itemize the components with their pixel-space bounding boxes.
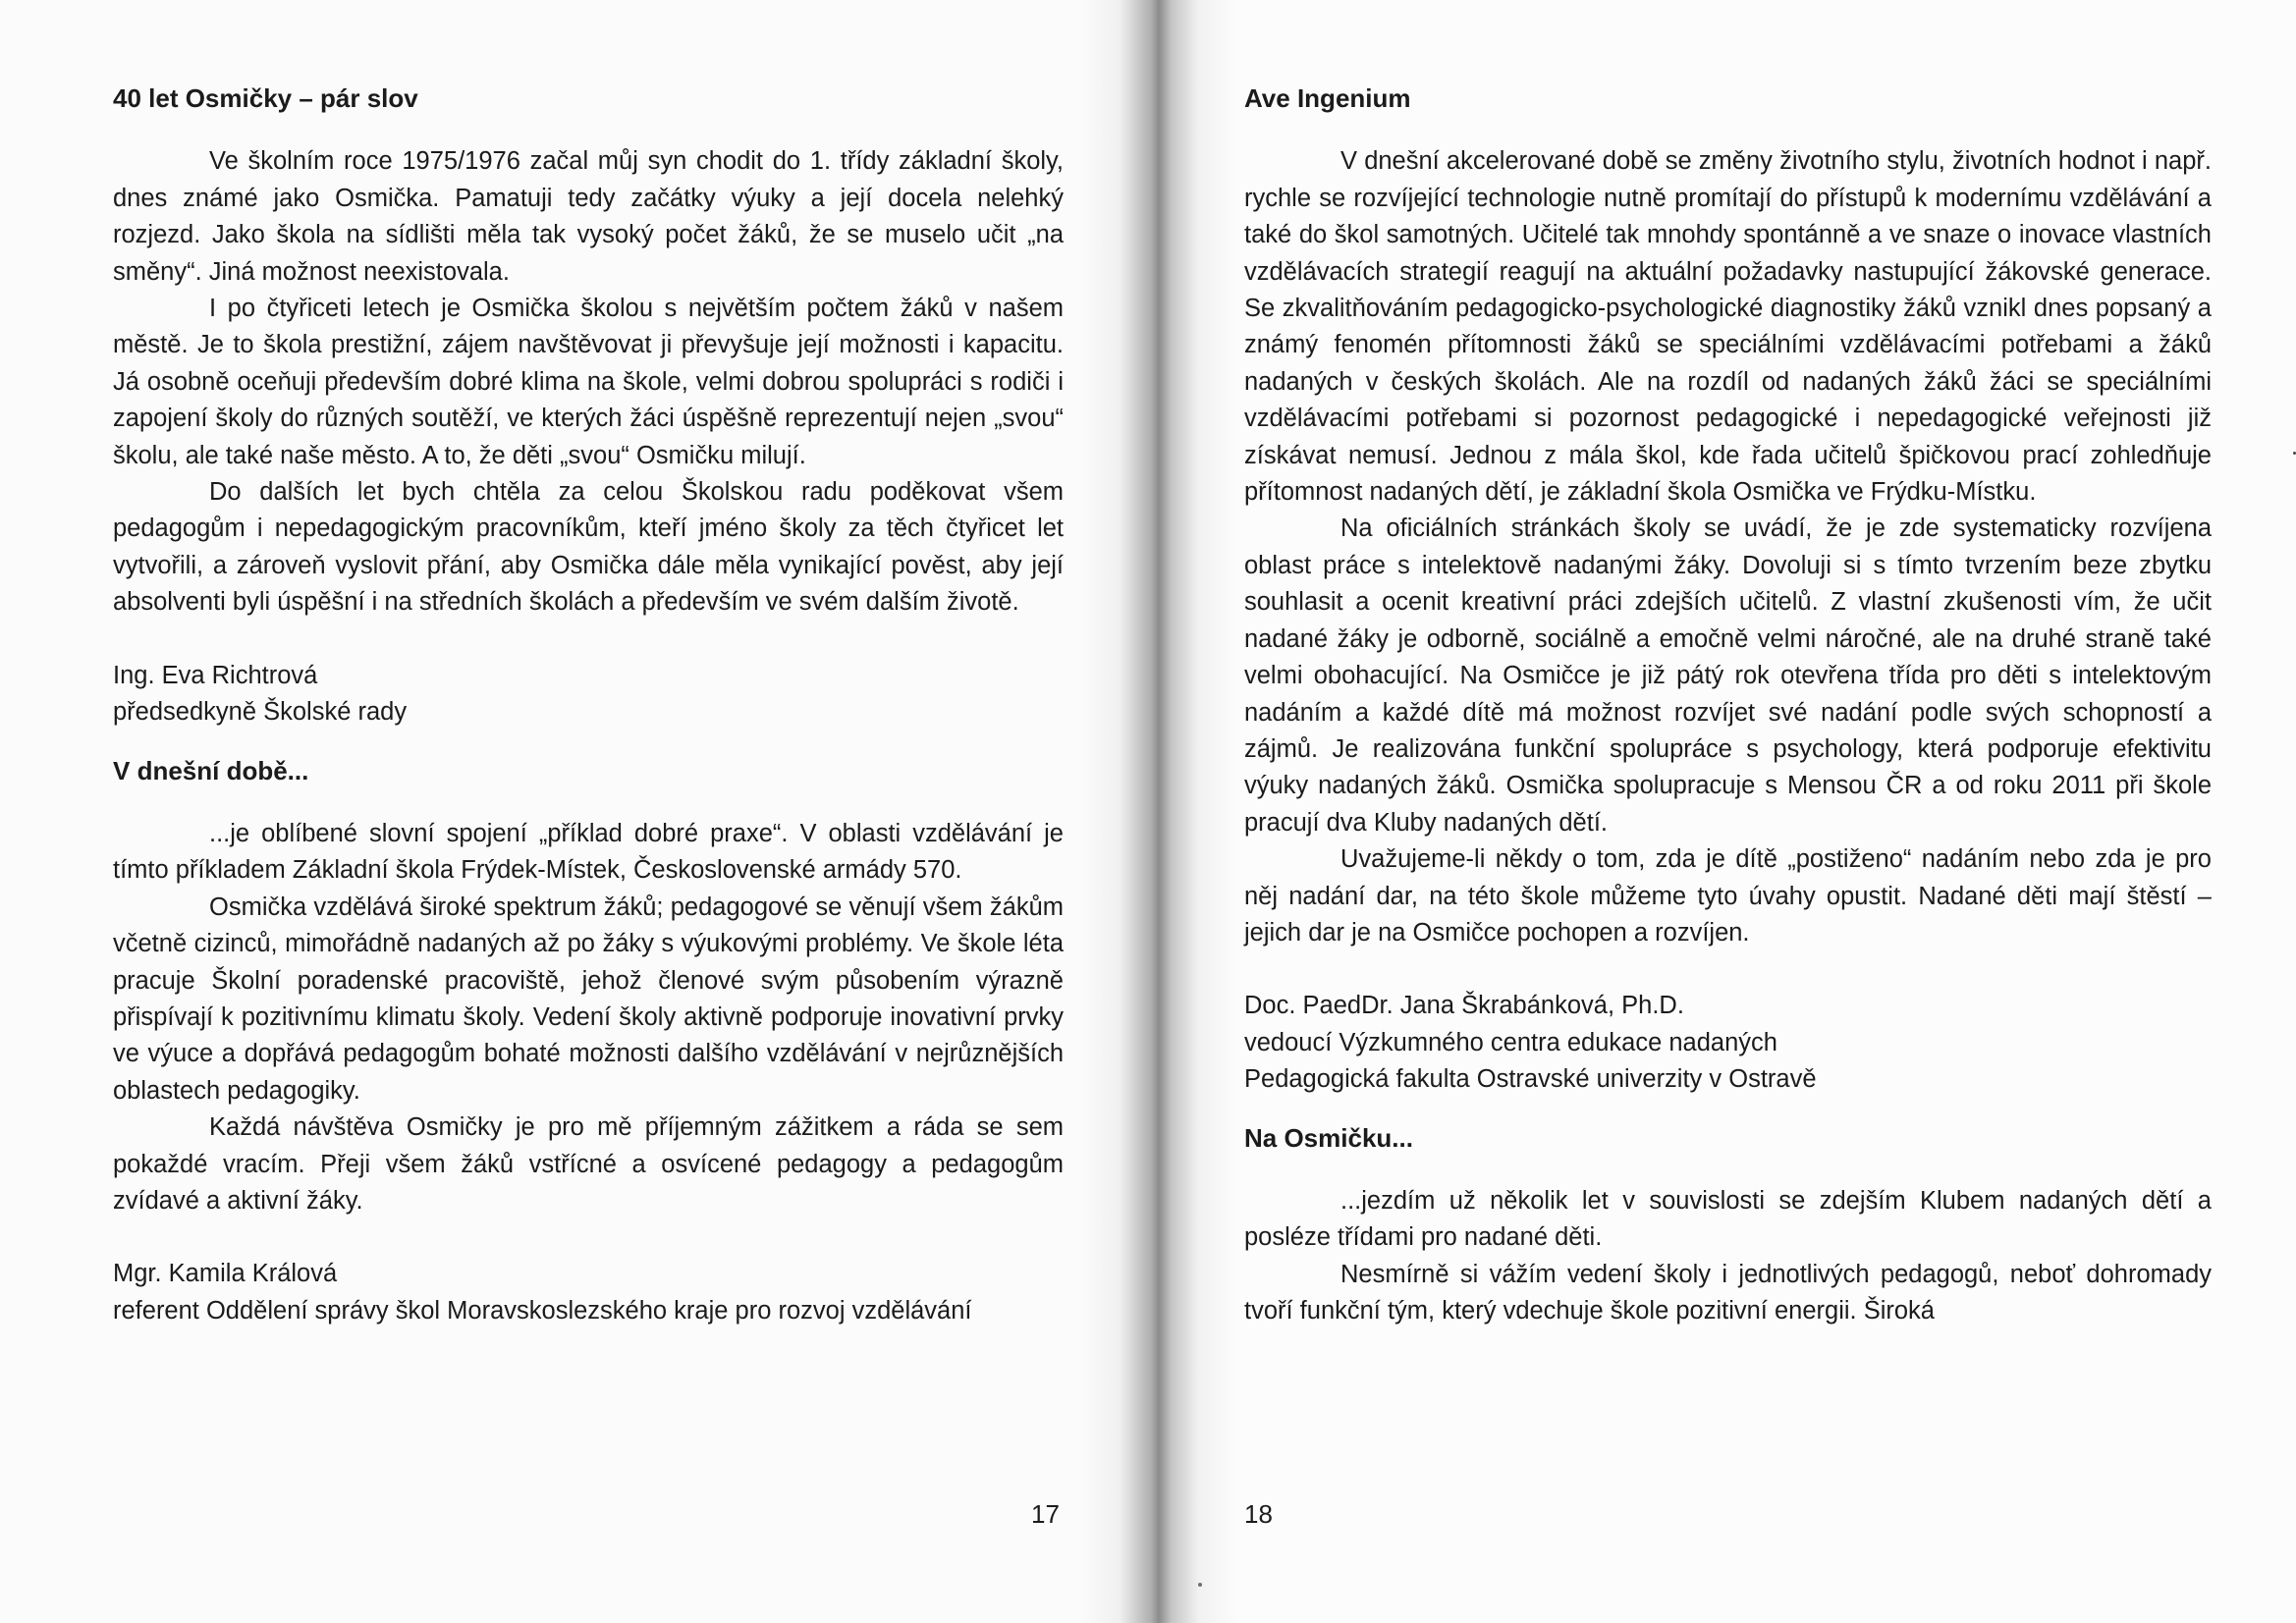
heading-v-dnesni-dobe: V dnešní době...: [113, 755, 309, 785]
paragraph: Do dalších let bych chtěla za celou Školskou radu poděkovat všem pedagogům i nepedagogickým pracovníkům, kteří jméno školy za těch čtyřicet let vytvořili, a zároveň vyslovit přání, aby Osmička dále měla vynikající pověst, aby její absolventi byli úspěšní i na středních školách a především ve svém dalším životě.: [113, 478, 1064, 617]
signature-affiliation: Pedagogická fakulta Ostravské univerzity v Ostravě: [1244, 1065, 1817, 1094]
paragraph: Nesmírně si vážím vedení školy i jednotlivých pedagogů, neboť dohromady tvoří funkční tým, který vdechuje škole pozitivní energii. Široká: [1244, 1260, 2212, 1325]
signature-title: předsedkyně Školské rady: [113, 698, 408, 727]
paragraph: ...jezdím už několik let v souvislosti se zdejším Klubem nadaných dětí a posléze třídami pro nadané děti.: [1244, 1186, 2212, 1252]
paragraph: I po čtyřiceti letech je Osmička školou s největším počtem žáků v našem městě. Je to škola prestižní, zájem navštěvovat ji převyšuje její možnosti i kapacitu. Já osobně oceňuji především dobré klima na škole, velmi dobrou spolupráci s rodiči i zapojení školy do různých soutěží, ve kterých žáci úspěšně reprezentují nejen „svou“ školu, ale také naše město. A to, že děti „svou“ Osmičku milují.: [113, 295, 1064, 469]
page-number: 18: [1244, 1499, 1273, 1529]
heading-40-let: 40 let Osmičky – pár slov: [113, 83, 418, 113]
signature-title: referent Oddělení správy škol Moravskoslezského kraje pro rozvoj vzdělávání: [113, 1296, 972, 1325]
heading-ave-ingenium: Ave Ingenium: [1244, 83, 1411, 113]
heading-na-osmicku: Na Osmičku...: [1244, 1122, 1413, 1153]
paragraph: Každá návštěva Osmičky je pro mě příjemným zážitkem a ráda se sem pokaždé vracím. Přeji všem žáků vstřícné a osvícené pedagogy a pedagogům zvídavé a aktivní žáky.: [113, 1113, 1064, 1215]
right-page-content: [1244, 81, 2212, 1330]
page-number: 17: [1031, 1499, 1060, 1529]
left-page-content: [113, 81, 1064, 1329]
paragraph: Uvažujeme-li někdy o tom, zda je dítě „postiženo“ nadáním nebo zda je pro něj nadání dar, na této škole můžeme tyto úvahy opustit. Nadané děti mají štěstí – jejich dar je na Osmičce pochopen a rozvíjen.: [1244, 845, 2212, 947]
signature-name: Doc. PaedDr. Jana Škrabánková, Ph.D.: [1244, 992, 1684, 1020]
signature-name: Ing. Eva Richtrová: [113, 661, 318, 689]
paragraph: Na oficiálních stránkách školy se uvádí, že je zde systematicky rozvíjena oblast práce s intelektově nadanými žáky. Dovoluji si s tímto tvrzením beze zbytku souhlasit a ocenit kreativní práci zdejších učitelů. Z vlastní zkušenosti vím, že učit nadané žáky je odborně, sociálně a emočně velmi náročné, ale na druhé straně také velmi obohacující. Na Osmičce je již pátý rok otevřena třída pro děti s intelektovým nadáním a každé dítě má možnost rozvíjet své nadání podle svých schopností a zájmů. Je realizována funkční spolupráce s psychology, která podporuje efektivitu výuky nadaných žáků. Osmička spolupracuje s Mensou ČR a od roku 2011 při škole pracují dva Kluby nadaných dětí.: [1244, 514, 2212, 837]
signature-title: vedoucí Výzkumného centra edukace nadaných: [1244, 1028, 1777, 1056]
dust-speck: [1198, 1583, 1202, 1587]
signature-name: Mgr. Kamila Králová: [113, 1260, 338, 1288]
paragraph: Ve školním roce 1975/1976 začal můj syn chodit do 1. třídy základní školy, dnes známé jako Osmička. Pamatuji tedy začátky výuky a její docela nelehký rozjezd. Jako škola na sídlišti měla tak vysoký počet žáků, že se muselo učit „na směny“. Jiná možnost neexistovala.: [113, 147, 1064, 286]
paragraph: Osmička vzdělává široké spektrum žáků; pedagogové se věnují všem žákům včetně cizinců, mimořádně nadaných až po žáky s výukovými problémy. Ve škole léta pracuje Školní poradenské pracoviště, jehož členové svým působením výrazně přispívají k pozitivnímu klimatu školy. Vedení školy aktivně podporuje inovativní prvky ve výuce a dopřává pedagogům bohaté možnosti dalšího vzdělávání v nejrůznějších oblastech pedagogiky.: [113, 893, 1064, 1105]
paragraph: ...je oblíbené slovní spojení „příklad dobré praxe“. V oblasti vzdělávání je tímto příkladem Základní škola Frýdek-Místek, Československé armády 570.: [113, 819, 1064, 885]
paragraph: V dnešní akcelerované době se změny životního stylu, životních hodnot i např. rychle se rozvíjející technologie nutně promítají do přístupů k modernímu vzdělávání a také do škol samotných. Učitelé tak mnohdy spontánně a ve snaze o inovace vlastních vzdělávacích strategií reagují na aktuální požadavky nastupující žákovské generace. Se zkvalitňováním pedagogicko-psychologické diagnostiky žáků vznikl dnes popsaný a známý fenomén přítomnosti žáků se speciálními vzdělávacími potřebami a žáků nadaných v českých školách. Ale na rozdíl od nadaných žáků žáci se speciálními vzdělávacími potřebami si pozornost pedagogické i nepedagogické veřejnosti již získávat nemusí. Jednou z mála škol, kde řada učitelů špičkovou prací zohledňuje přítomnost nadaných dětí, je základní škola Osmička ve Frýdku-Místku.: [1244, 147, 2212, 507]
right-page: [1148, 0, 2296, 1623]
